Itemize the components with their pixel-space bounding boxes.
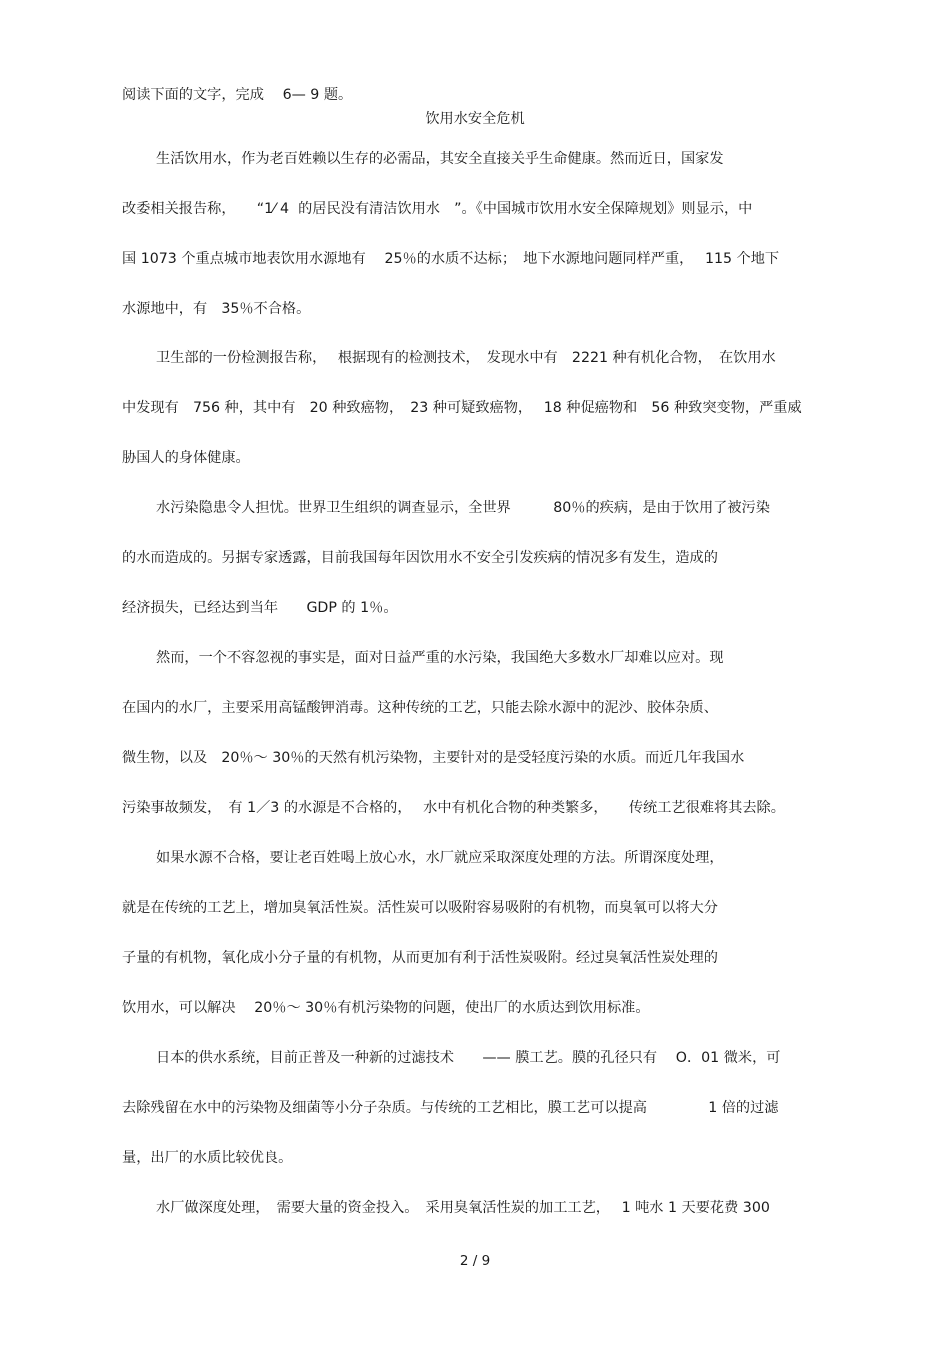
- text-line: 卫生部的一份检测报告称， 根据现有的检测技术， 发现水中有 2221 种有机化合物， 在饮用水: [156, 350, 776, 366]
- text-line: 然而，一个不容忽视的事实是，面对日益严重的水污染，我国绝大多数水厂却难以应对。现: [156, 650, 724, 666]
- text-line: 微生物，以及 20％～ 30％的天然有机污染物，主要针对的是受轻度污染的水质。而近几年我国水: [122, 750, 745, 766]
- text-line: 改委相关报告称， “1⁄ 4 的居民没有清洁饮用水 ”。《中国城市饮用水安全保障规划》则显示，中: [122, 201, 753, 217]
- article-title: 饮用水安全危机: [425, 111, 525, 127]
- text-line: 胁国人的身体健康。: [122, 450, 250, 466]
- text-line: 如果水源不合格，要让老百姓喝上放心水，水厂就应采取深度处理的方法。所谓深度处理，: [156, 850, 724, 866]
- text-line: 水污染隐患令人担忧。世界卫生组织的调查显示，全世界 80％的疾病，是由于饮用了被污染: [156, 500, 770, 516]
- text-line: 子量的有机物，氧化成小分子量的有机物，从而更加有利于活性炭吸附。经过臭氧活性炭处理的: [122, 950, 718, 966]
- page-number: 2 / 9: [459, 1253, 491, 1269]
- text-line: 中发现有 756 种，其中有 20 种致癌物， 23 种可疑致癌物， 18 种促癌物和 56 种致突变物，严重威: [122, 400, 802, 416]
- text-line: 国 1073 个重点城市地表饮用水源地有 25％的水质不达标； 地下水源地问题同样严重， 115 个地下: [122, 251, 780, 267]
- text-line: 的水而造成的。另据专家透露，目前我国每年因饮用水不安全引发疾病的情况多有发生，造成的: [122, 550, 718, 566]
- text-line: 量，出厂的水质比较优良。: [122, 1150, 293, 1166]
- text-line: 生活饮用水，作为老百姓赖以生存的必需品，其安全直接关乎生命健康。然而近日，国家发: [156, 151, 724, 167]
- text-line: 污染事故频发， 有 1／3 的水源是不合格的， 水中有机化合物的种类繁多， 传统工艺很难将其去除。: [122, 800, 785, 816]
- text-line: 在国内的水厂，主要采用高锰酸钾消毒。这种传统的工艺，只能去除水源中的泥沙、胶体杂质、: [122, 700, 718, 716]
- text-line: 饮用水，可以解决 20％～ 30％有机污染物的问题，使出厂的水质达到饮用标准。: [122, 1000, 650, 1016]
- text-line: 去除残留在水中的污染物及细菌等小分子杂质。与传统的工艺相比，膜工艺可以提高 1 倍的过滤: [122, 1100, 779, 1116]
- instruction-text: 阅读下面的文字，完成 6— 9 题。: [122, 87, 353, 103]
- text-line: 日本的供水系统，目前正普及一种新的过滤技术 —— 膜工艺。膜的孔径只有 O．01 微米，可: [156, 1050, 781, 1066]
- text-line: 水厂做深度处理， 需要大量的资金投入。 采用臭氧活性炭的加工工艺， 1 吨水 1 天要花费 300: [156, 1200, 770, 1216]
- text-line: 水源地中，有 35％不合格。: [122, 301, 311, 317]
- text-line: 就是在传统的工艺上，增加臭氧活性炭。活性炭可以吸附容易吸附的有机物，而臭氧可以将大分: [122, 900, 718, 916]
- text-line: 经济损失，已经达到当年 GDP 的 1％。: [122, 600, 398, 616]
